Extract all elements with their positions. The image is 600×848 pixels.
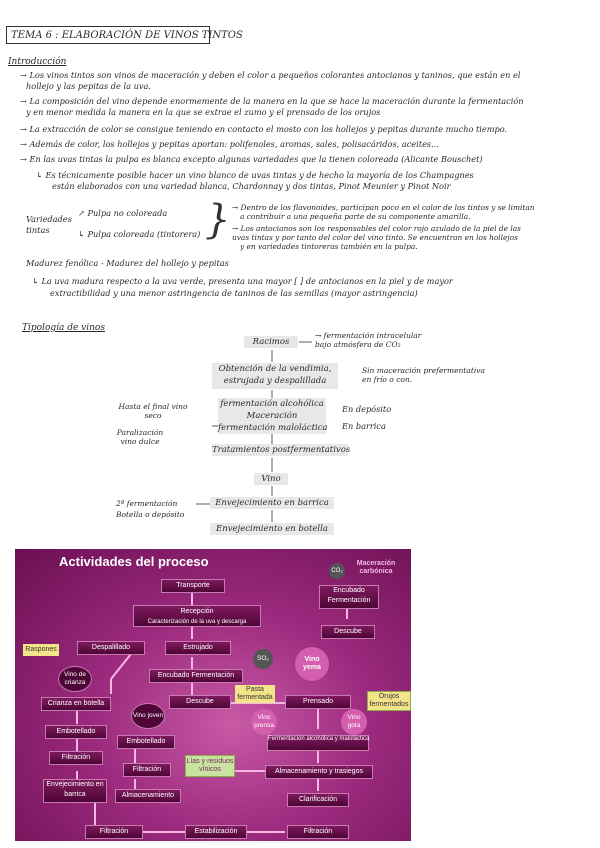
vino-gota-circle: Vino gota — [341, 709, 367, 735]
box-encubado-fermentacion-2: Encubado Fermentación — [319, 585, 379, 609]
var-note-2: a contribuir a una pequeña parte de su componente amarilla. — [240, 212, 471, 221]
option-vino-seco: Hasta el final vino seco — [118, 402, 188, 420]
box-crianza-botella: Crianza en botella — [41, 697, 111, 711]
box-filtracion-2: Filtración — [123, 763, 171, 777]
box-estabilizacion: Estabilización — [185, 825, 247, 839]
var-note-5: y en variedades tintoreras también en la pulpa. — [240, 242, 418, 251]
document-title: TEMA 6 : ELABORACIÓN DE VINOS TINTOS — [6, 26, 210, 44]
box-despalillado: Despalillado — [77, 641, 145, 655]
madurez-line-1: ↳ La uva madura respecto a la uva verde, presenta una mayor [ ] de antocianos en la piel y de mayor — [32, 276, 453, 286]
box-envejecimiento: Envejecimiento en barrica — [43, 779, 107, 803]
option-vino-dulce: Paralización vino dulce — [116, 428, 164, 446]
recepcion-label: Recepción — [180, 608, 214, 615]
vino-yema-circle: Vino yema — [295, 647, 329, 681]
intro-line-6: → Además de color, los hollejos y pepitas aportan: polifenoles, aromas, sales, polisacáridos, aceites... — [20, 139, 439, 149]
step-obtencion: Obtención de la vendimia, estrujada y despalillada — [212, 363, 338, 389]
co2-circle: CO₂ — [329, 563, 345, 579]
box-almacenamiento: Almacenamiento — [115, 789, 181, 803]
intro-line-5: → La extracción de color se consigue teniendo en contacto el mosto con los hollejos y pepitas durante mucho tiempo. — [20, 124, 508, 134]
vino-prensa-circle: Vino prensa — [251, 709, 277, 735]
option-barrica: En barrica — [342, 421, 386, 431]
box-estrujado: Estrujado — [165, 641, 231, 655]
racimos-note: → fermentación intracelular bajo atmósfera de CO₂ — [315, 331, 422, 349]
box-filtracion-c: Filtración — [287, 825, 349, 839]
step-ferm-alcoholica: fermentación alcohólica — [218, 398, 326, 410]
intro-heading: Introducción — [8, 57, 67, 67]
box-encubado-fermentacion: Encubado Fermentación — [149, 669, 243, 683]
process-activities-diagram — [15, 549, 411, 841]
box-pasta-fermentada: Pasta fermentada — [235, 685, 275, 703]
activities-title: Actividades del proceso — [59, 554, 209, 569]
box-filtracion-b: Filtración — [85, 825, 143, 839]
box-orujos: Orujos fermentados — [367, 691, 411, 711]
madurez-line-2: extractibilidad y una menor astringencia de taninos de las semillas (mayor astringencia) — [50, 288, 418, 298]
option-deposito: En depósito — [342, 404, 392, 414]
step-env-barrica: Envejecimiento en barrica — [210, 497, 334, 509]
box-raspones: Raspones — [23, 644, 59, 656]
tipologia-heading: Tipología de vinos — [22, 323, 105, 333]
box-embotellado-2: Embotellado — [117, 735, 175, 749]
so2-circle: SO₂ — [253, 649, 273, 669]
step-maceracion: Maceración — [218, 410, 326, 422]
box-embotellado: Embotellado — [45, 725, 107, 739]
var-note-4: uvas tintas y por tanto del color del vino tinto. Se encuentran en los hollejos — [232, 233, 518, 242]
intro-line-3: → La composición del vino depende enormemente de la manera en la que se hace la maceración durante la fermentación — [20, 96, 524, 106]
intro-line-7: → En las uvas tintas la pulpa es blanca excepto algunas variedades que la tienen coloreada (Alicante Bouschet) — [20, 154, 483, 164]
intro-line-1: → Los vinos tintos son vinos de maceración y deben el color a pequeños colorantes antocianos y taninos, que están en el — [20, 70, 521, 80]
box-filtracion: Filtración — [49, 751, 103, 765]
maceracion-carbonica-label: Maceración carbónica — [356, 560, 396, 575]
box-transporte: Transporte — [161, 579, 225, 593]
step-tratamientos: Tratamientos postfermentativos — [212, 445, 351, 455]
box-descube: Descube — [169, 695, 231, 709]
box-ferm-alc-malo: Fermentación alcohólica y maloláctica — [267, 735, 369, 751]
vino-joven-circle: Vino joven — [131, 703, 165, 729]
recepcion-sub: Caracterización de la uva y descarga — [147, 619, 247, 625]
variety-pulp-colored: ↳ Pulpa coloreada (tintorera) — [78, 229, 201, 239]
intro-line-8: ↳ Es técnicamente posible hacer un vino blanco de uvas tintas y de hecho la mayoría de los Champagnes — [36, 170, 474, 180]
brace: } — [205, 197, 231, 243]
var-note-1: → Dentro de los flavonoides, participan poco en el color de los tintos y se limitan — [232, 203, 535, 212]
intro-line-9: están elaborados con una variedad blanca, Chardonnay y dos tintas, Pinot Meunier y Pinot Noir — [52, 181, 451, 191]
step5-left-note: 2ª fermentación Botella o depósito — [116, 499, 185, 519]
step-racimos: Racimos — [244, 336, 298, 348]
var-note-3: → Los antocianos son los responsables del color rojo azulado de la piel de las — [232, 224, 521, 233]
intro-line-4: y en menor medida la manera en la que se extrae el zumo y el prensado de los orujos — [26, 107, 381, 117]
box-clarificacion: Clarificación — [287, 793, 349, 807]
vino-crianza-circle: Vino de crianza — [58, 666, 92, 692]
step-env-botella: Envejecimiento en botella — [210, 523, 334, 535]
varieties-label: Variedades tintas — [26, 214, 72, 235]
box-lias: Lías y residuos vínicos — [185, 755, 235, 777]
box-prensado: Prensado — [285, 695, 351, 709]
madurez-heading: Madurez fenólica - Madurez del hollejo y pepitas — [26, 258, 229, 268]
step1-note: Sin maceración prefermentativa en frío o con. — [362, 366, 485, 384]
step-vino: Vino — [254, 473, 288, 485]
box-descube-2: Descube — [321, 625, 375, 639]
variety-pulp-uncolored: ↗ Pulpa no coloreada — [78, 208, 168, 218]
box-recepcion — [133, 605, 261, 627]
box-almac-trasiegos: Almacenamiento y trasiegos — [265, 765, 373, 779]
step-ferm-malolactica: fermentación maloláctica — [218, 423, 328, 433]
intro-line-2: hollejo y las pepitas de la uva. — [26, 81, 151, 91]
